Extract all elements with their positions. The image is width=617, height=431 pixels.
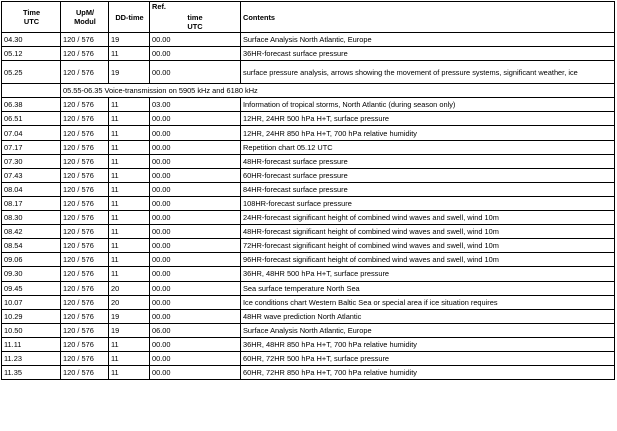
- cell-upm-modul: 120 / 576: [61, 61, 109, 84]
- header-time: [2, 2, 61, 33]
- cell-contents: 12HR, 24HR 500 hPa H+T, surface pressure: [241, 112, 615, 126]
- cell-upm-modul: 120 / 576: [61, 98, 109, 112]
- cell-dd-time: 11: [109, 366, 150, 380]
- cell-time: 11.11: [2, 337, 61, 351]
- cell-contents: 60HR, 72HR 850 hPa H+T, 700 hPa relative humidity: [241, 366, 615, 380]
- cell-ref-time: 00.00: [150, 140, 241, 154]
- cell-time: 09.06: [2, 253, 61, 267]
- cell-ref-time: 00.00: [150, 182, 241, 196]
- cell-dd-time: 11: [109, 196, 150, 210]
- cell-time: 10.07: [2, 295, 61, 309]
- cell-contents: 48HR-forecast surface pressure: [241, 154, 615, 168]
- cell-contents: 24HR-forecast significant height of combined wind waves and swell, wind 10m: [241, 211, 615, 225]
- cell-upm-modul: 120 / 576: [61, 225, 109, 239]
- cell-upm-modul: 120 / 576: [61, 351, 109, 365]
- cell-contents: Ice conditions chart Western Baltic Sea or special area if ice situation requires: [241, 295, 615, 309]
- header-row: [2, 2, 615, 33]
- cell-time: 11.35: [2, 366, 61, 380]
- table-row: [2, 281, 615, 295]
- table-row: [2, 61, 615, 84]
- header-contents: Contents: [241, 2, 615, 33]
- table-row: [2, 225, 615, 239]
- table-row: [2, 253, 615, 267]
- cell-time: 10.29: [2, 309, 61, 323]
- cell-dd-time: 19: [109, 33, 150, 47]
- cell-contents: 108HR-forecast surface pressure: [241, 196, 615, 210]
- cell-dd-time: 11: [109, 253, 150, 267]
- cell-dd-time: 11: [109, 211, 150, 225]
- cell-upm-modul: 120 / 576: [61, 168, 109, 182]
- cell-ref-time: 00.00: [150, 196, 241, 210]
- cell-contents: 96HR-forecast significant height of combined wind waves and swell, wind 10m: [241, 253, 615, 267]
- cell-contents: 48HR-forecast significant height of combined wind waves and swell, wind 10m: [241, 225, 615, 239]
- cell-ref-time: 00.00: [150, 253, 241, 267]
- cell-upm-modul: 120 / 576: [61, 112, 109, 126]
- header-ref-utc-word: UTC: [187, 22, 203, 31]
- cell-contents: 60HR, 72HR 500 hPa H+T, surface pressure: [241, 351, 615, 365]
- table-row: [2, 196, 615, 210]
- table-row: [2, 154, 615, 168]
- cell-contents: Repetition chart 05.12 UTC: [241, 140, 615, 154]
- cell-upm-modul: 120 / 576: [61, 154, 109, 168]
- header-ref-line2: [150, 13, 240, 31]
- cell-dd-time: 11: [109, 98, 150, 112]
- cell-time: 07.04: [2, 126, 61, 140]
- cell-ref-time: 00.00: [150, 337, 241, 351]
- table-row: [2, 98, 615, 112]
- cell-upm-modul: 120 / 576: [61, 211, 109, 225]
- cell-dd-time: 11: [109, 112, 150, 126]
- table-row: [2, 366, 615, 380]
- cell-contents: Surface Analysis North Atlantic, Europe: [241, 323, 615, 337]
- table-row: [2, 126, 615, 140]
- cell-time: 08.17: [2, 196, 61, 210]
- cell-ref-time: 03.00: [150, 98, 241, 112]
- header-ref-line1: Ref.: [152, 2, 166, 11]
- cell-time: 08.54: [2, 239, 61, 253]
- cell-upm-modul: 120 / 576: [61, 140, 109, 154]
- cell-contents: surface pressure analysis, arrows showing the movement of pressure systems, significant weather, ice: [241, 61, 615, 84]
- cell-contents: 60HR-forecast surface pressure: [241, 168, 615, 182]
- table-row: [2, 112, 615, 126]
- cell-upm-modul: 120 / 576: [61, 196, 109, 210]
- table-row: [2, 323, 615, 337]
- header-upm-line1: UpM/: [75, 8, 95, 17]
- cell-time: 05.25: [2, 61, 61, 84]
- cell-upm-modul: 120 / 576: [61, 309, 109, 323]
- cell-ref-time: 00.00: [150, 309, 241, 323]
- cell-time: 09.45: [2, 281, 61, 295]
- cell-time: 08.42: [2, 225, 61, 239]
- cell-upm-modul: 120 / 576: [61, 253, 109, 267]
- cell-ref-time: 00.00: [150, 239, 241, 253]
- cell-ref-time: 00.00: [150, 295, 241, 309]
- cell-ref-time: 00.00: [150, 112, 241, 126]
- table-row: [2, 182, 615, 196]
- header-time-line2: UTC: [23, 17, 40, 26]
- cell-contents: 72HR-forecast significant height of combined wind waves and swell, wind 10m: [241, 239, 615, 253]
- cell-upm-modul: 120 / 576: [61, 33, 109, 47]
- cell-ref-time: 00.00: [150, 267, 241, 281]
- cell-ref-time: 00.00: [150, 225, 241, 239]
- table-row: [2, 33, 615, 47]
- cell-ref-time: 00.00: [150, 351, 241, 365]
- cell-dd-time: 11: [109, 126, 150, 140]
- cell-dd-time: 11: [109, 47, 150, 61]
- cell-ref-time: 00.00: [150, 47, 241, 61]
- cell-time: 07.17: [2, 140, 61, 154]
- cell-ref-time: 00.00: [150, 61, 241, 84]
- table-row: [2, 84, 615, 98]
- cell-time: 06.51: [2, 112, 61, 126]
- cell-time: 06.38: [2, 98, 61, 112]
- table-row: [2, 211, 615, 225]
- cell-dd-time: 11: [109, 337, 150, 351]
- cell-ref-time: 06.00: [150, 323, 241, 337]
- cell-dd-time: 11: [109, 225, 150, 239]
- cell-contents: 48HR wave prediction North Atlantic: [241, 309, 615, 323]
- cell-upm-modul: 120 / 576: [61, 366, 109, 380]
- cell-contents: 12HR, 24HR 850 hPa H+T, 700 hPa relative humidity: [241, 126, 615, 140]
- cell-time: [2, 84, 61, 98]
- cell-upm-modul: 120 / 576: [61, 281, 109, 295]
- cell-ref-time: 00.00: [150, 281, 241, 295]
- cell-contents: Information of tropical storms, North Atlantic (during season only): [241, 98, 615, 112]
- table-row: [2, 47, 615, 61]
- cell-dd-time: 20: [109, 295, 150, 309]
- cell-upm-modul: 120 / 576: [61, 295, 109, 309]
- cell-time: 07.43: [2, 168, 61, 182]
- cell-time: 05.12: [2, 47, 61, 61]
- schedule-body: [2, 33, 615, 380]
- cell-upm-modul: 120 / 576: [61, 47, 109, 61]
- cell-ref-time: 00.00: [150, 168, 241, 182]
- cell-upm-modul: 120 / 576: [61, 337, 109, 351]
- header-ref-time-word: time: [187, 13, 203, 22]
- cell-ref-time: 00.00: [150, 154, 241, 168]
- cell-dd-time: 11: [109, 140, 150, 154]
- cell-contents: 36HR, 48HR 850 hPa H+T, 700 hPa relative humidity: [241, 337, 615, 351]
- cell-ref-time: 00.00: [150, 33, 241, 47]
- cell-time: 04.30: [2, 33, 61, 47]
- table-row: [2, 309, 615, 323]
- cell-ref-time: 00.00: [150, 211, 241, 225]
- cell-dd-time: 19: [109, 309, 150, 323]
- cell-ref-time: 00.00: [150, 126, 241, 140]
- header-ref-time: [150, 2, 241, 33]
- cell-upm-modul: 120 / 576: [61, 239, 109, 253]
- header-dd-time: DD-time: [109, 2, 150, 33]
- cell-dd-time: 11: [109, 267, 150, 281]
- cell-dd-time: 11: [109, 239, 150, 253]
- cell-dd-time: 11: [109, 182, 150, 196]
- cell-ref-time: 00.00: [150, 366, 241, 380]
- cell-time: 08.04: [2, 182, 61, 196]
- cell-upm-modul: 120 / 576: [61, 182, 109, 196]
- cell-time: 07.30: [2, 154, 61, 168]
- cell-time: 10.50: [2, 323, 61, 337]
- header-time-line1: Time: [22, 8, 41, 17]
- cell-contents: Surface Analysis North Atlantic, Europe: [241, 33, 615, 47]
- cell-dd-time: 11: [109, 168, 150, 182]
- cell-time: 08.30: [2, 211, 61, 225]
- cell-dd-time: 11: [109, 154, 150, 168]
- cell-dd-time: 20: [109, 281, 150, 295]
- cell-dd-time: 11: [109, 351, 150, 365]
- cell-time: 09.30: [2, 267, 61, 281]
- table-row: [2, 239, 615, 253]
- header-upm: [61, 2, 109, 33]
- cell-dd-time: 19: [109, 61, 150, 84]
- table-row: [2, 168, 615, 182]
- table-row: [2, 295, 615, 309]
- cell-contents: 36HR-forecast surface pressure: [241, 47, 615, 61]
- cell-contents: 84HR-forecast surface pressure: [241, 182, 615, 196]
- cell-contents: Sea surface temperature North Sea: [241, 281, 615, 295]
- table-row: [2, 267, 615, 281]
- header-upm-line2: Modul: [74, 17, 96, 26]
- cell-contents: 36HR, 48HR 500 hPa H+T, surface pressure: [241, 267, 615, 281]
- cell-dd-time: 19: [109, 323, 150, 337]
- broadcast-schedule-table: [1, 1, 615, 380]
- cell-voice-note: 05.55-06.35 Voice-transmission on 5905 kHz and 6180 kHz: [61, 84, 615, 98]
- cell-upm-modul: 120 / 576: [61, 126, 109, 140]
- cell-upm-modul: 120 / 576: [61, 323, 109, 337]
- table-row: [2, 337, 615, 351]
- cell-upm-modul: 120 / 576: [61, 267, 109, 281]
- cell-time: 11.23: [2, 351, 61, 365]
- table-row: [2, 351, 615, 365]
- table-row: [2, 140, 615, 154]
